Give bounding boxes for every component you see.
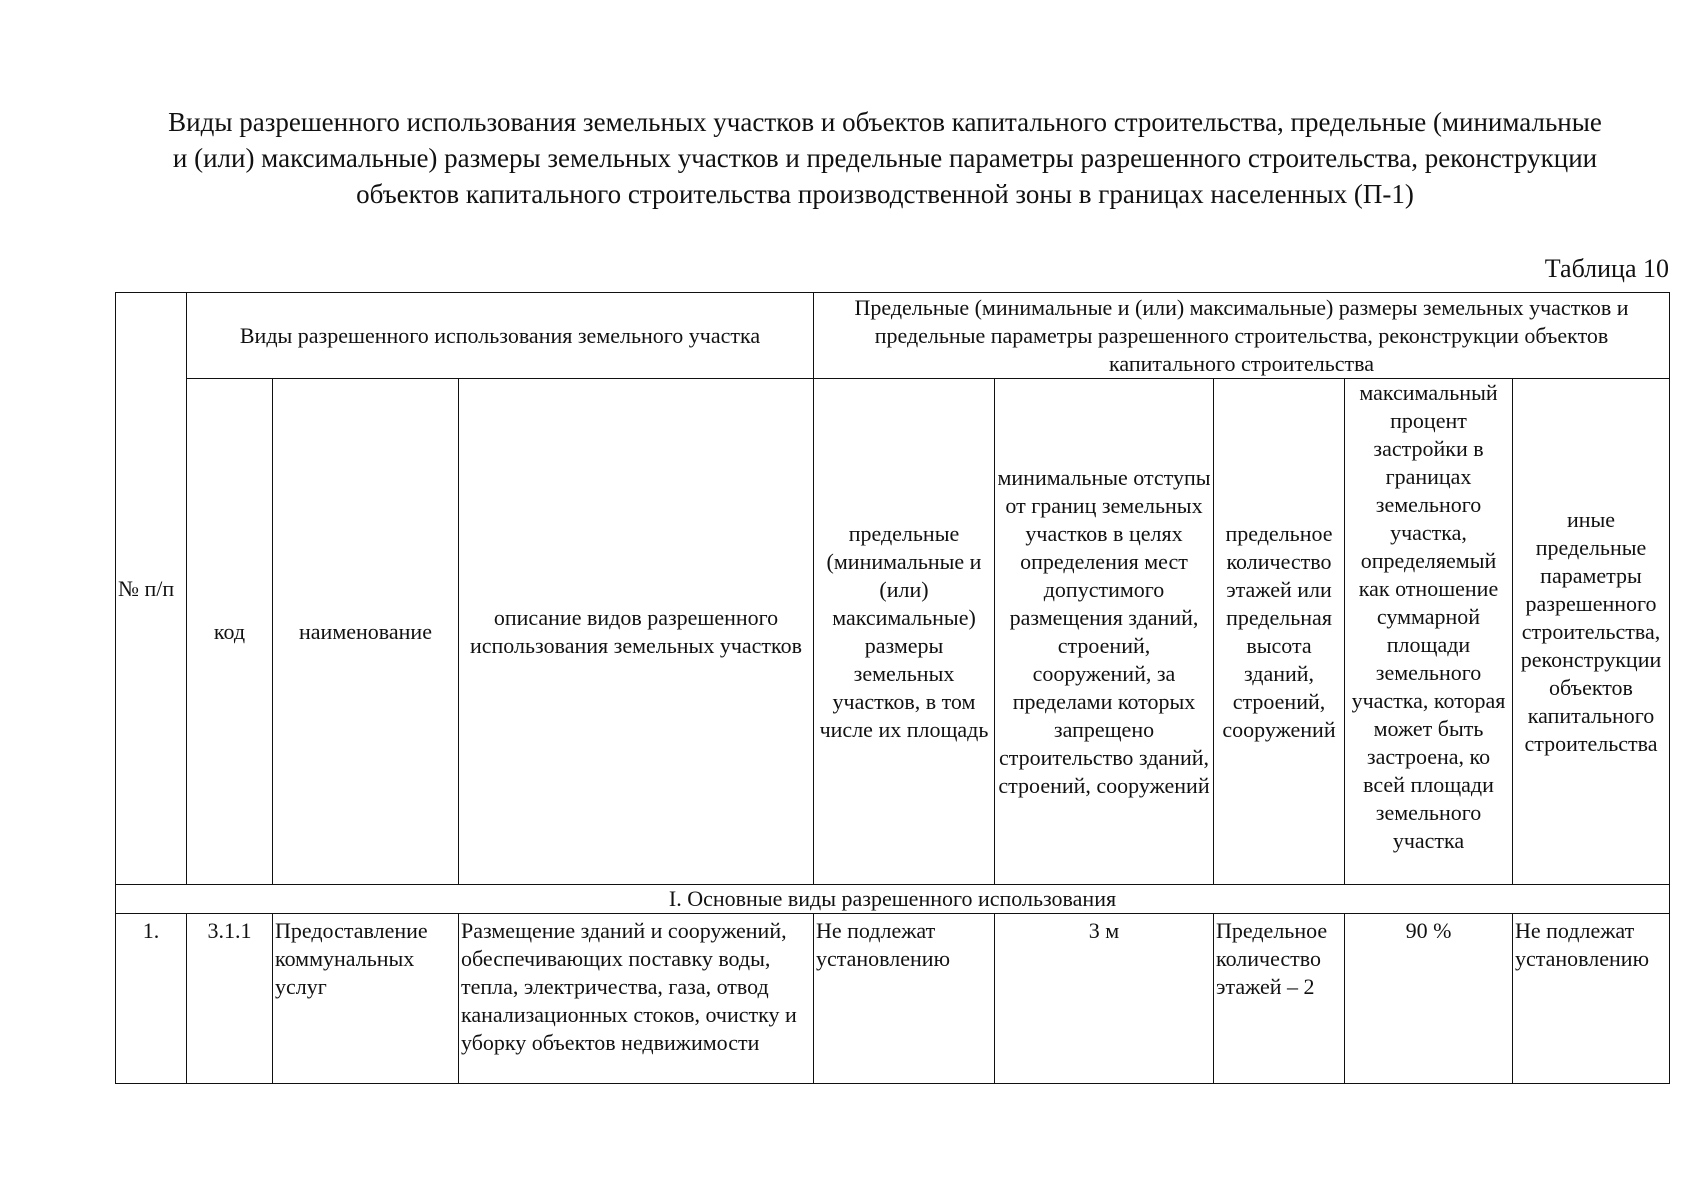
header-params: Предельные (минимальные и (или) максимальные) размеры земельных участков и предельные параметры разрешенного строительства, реконструкции объектов капитального строительства <box>814 293 1670 379</box>
cell-other: Не подлежат установлению <box>1513 914 1670 1084</box>
header-row-columns <box>116 379 1670 885</box>
table-row <box>116 914 1670 1084</box>
header-row-group <box>116 293 1670 379</box>
title-line-3: объектов капитального строительства производственной зоны в границах населенных (П-1) <box>356 179 1414 209</box>
cell-npp: 1. <box>116 914 187 1084</box>
section-title: I. Основные виды разрешенного использования <box>116 885 1670 914</box>
table-number: Таблица 10 <box>1544 254 1669 283</box>
cell-name: Предоставление коммунальных услуг <box>273 914 459 1084</box>
section-row <box>116 885 1670 914</box>
cell-floors: Предельное количество этажей – 2 <box>1214 914 1345 1084</box>
header-description: описание видов разрешенного использования земельных участков <box>459 379 814 885</box>
cell-code: 3.1.1 <box>187 914 273 1084</box>
cell-coverage: 90 % <box>1345 914 1513 1084</box>
title-line-1: Виды разрешенного использования земельных участков и объектов капитального строительства, предельные (минимальные <box>168 107 1602 137</box>
header-name: наименование <box>273 379 459 885</box>
document-title <box>110 104 1660 212</box>
title-line-2: и (или) максимальные) размеры земельных участков и предельные параметры разрешенного строительства, реконструкции <box>172 143 1598 173</box>
header-setback: минимальные отступы от границ земельных участков в целях определения мест допустимого размещения зданий, строений, сооружений, за пределами которых запрещено строительство зданий, строений, сооружений <box>995 379 1214 885</box>
header-other: иные предельные параметры разрешенного строительства, реконструкции объектов капитального строительства <box>1513 379 1670 885</box>
header-size: предельные (минимальные и (или) максимальные) размеры земельных участков, в том числе их площадь <box>814 379 995 885</box>
header-types: Виды разрешенного использования земельного участка <box>187 293 814 379</box>
header-npp: № п/п <box>116 293 187 885</box>
cell-description: Размещение зданий и сооружений, обеспечивающих поставку воды, тепла, электричества, газа, отвод канализационных стоков, очистку и уборку объектов недвижимости <box>459 914 814 1084</box>
header-floors: предельное количество этажей или предельная высота зданий, строений, сооружений <box>1214 379 1345 885</box>
land-use-table <box>115 292 1670 1084</box>
header-code: код <box>187 379 273 885</box>
cell-size: Не подлежат установлению <box>814 914 995 1084</box>
header-coverage: максимальный процент застройки в границах земельного участка, определяемый как отношение суммарной площади земельного участка, которая может быть застроена, ко всей площади земельного участка <box>1345 379 1513 885</box>
cell-setback: 3 м <box>995 914 1214 1084</box>
